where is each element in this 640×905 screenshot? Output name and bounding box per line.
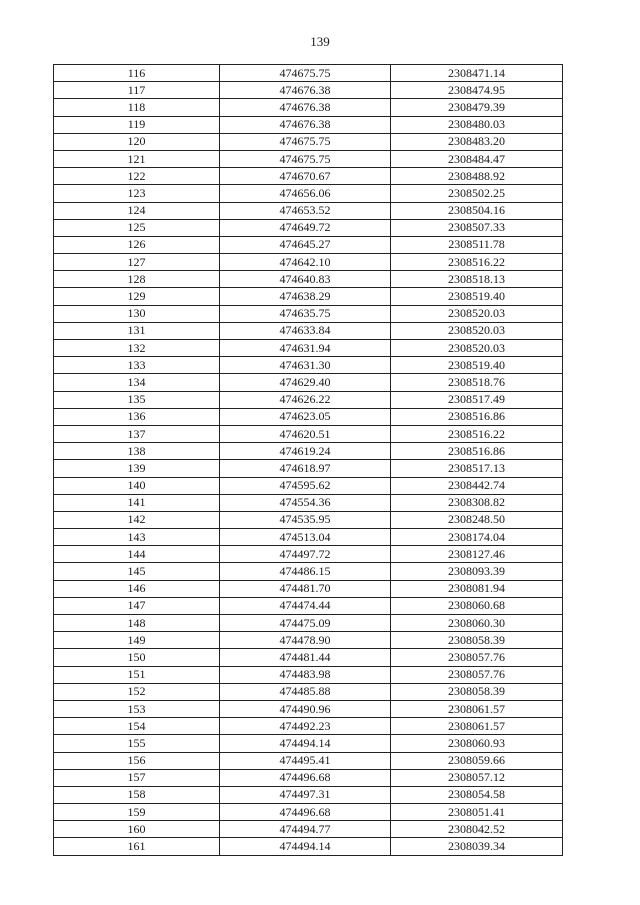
table-row [54,718,563,735]
y-coordinate-cell: 2308488.92 [391,168,563,185]
y-coordinate-cell: 2308093.39 [391,563,563,580]
table-row [54,597,563,614]
y-coordinate-cell: 2308060.30 [391,615,563,632]
table-row [54,494,563,511]
x-coordinate-cell: 474486.15 [220,563,391,580]
point-number-cell: 123 [54,185,220,202]
table-row [54,236,563,253]
x-coordinate-cell: 474675.75 [220,65,391,82]
x-coordinate-cell: 474497.72 [220,546,391,563]
x-coordinate-cell: 474670.67 [220,168,391,185]
point-number-cell: 119 [54,116,220,133]
table-row [54,838,563,855]
x-coordinate-cell: 474676.38 [220,99,391,116]
point-number-cell: 139 [54,460,220,477]
x-coordinate-cell: 474478.90 [220,632,391,649]
x-coordinate-cell: 474631.30 [220,357,391,374]
point-number-cell: 161 [54,838,220,855]
x-coordinate-cell: 474676.38 [220,116,391,133]
point-number-cell: 116 [54,65,220,82]
y-coordinate-cell: 2308504.16 [391,202,563,219]
y-coordinate-cell: 2308060.68 [391,597,563,614]
table-row [54,735,563,752]
table-row [54,133,563,150]
point-number-cell: 154 [54,718,220,735]
table-row [54,804,563,821]
x-coordinate-cell: 474513.04 [220,529,391,546]
point-number-cell: 136 [54,408,220,425]
table-row [54,752,563,769]
y-coordinate-cell: 2308058.39 [391,683,563,700]
point-number-cell: 144 [54,546,220,563]
x-coordinate-cell: 474474.44 [220,597,391,614]
x-coordinate-cell: 474629.40 [220,374,391,391]
point-number-cell: 135 [54,391,220,408]
point-number-cell: 147 [54,597,220,614]
table-row [54,700,563,717]
point-number-cell: 118 [54,99,220,116]
point-number-cell: 160 [54,821,220,838]
y-coordinate-cell: 2308060.93 [391,735,563,752]
table-row [54,185,563,202]
point-number-cell: 140 [54,477,220,494]
y-coordinate-cell: 2308039.34 [391,838,563,855]
point-number-cell: 159 [54,804,220,821]
y-coordinate-cell: 2308248.50 [391,511,563,528]
y-coordinate-cell: 2308042.52 [391,821,563,838]
table-row [54,786,563,803]
table-row [54,168,563,185]
point-number-cell: 131 [54,322,220,339]
y-coordinate-cell: 2308127.46 [391,546,563,563]
y-coordinate-cell: 2308471.14 [391,65,563,82]
table-row [54,425,563,442]
y-coordinate-cell: 2308516.22 [391,425,563,442]
x-coordinate-cell: 474631.94 [220,340,391,357]
point-number-cell: 145 [54,563,220,580]
table-row [54,288,563,305]
table-row [54,683,563,700]
y-coordinate-cell: 2308058.39 [391,632,563,649]
point-number-cell: 120 [54,133,220,150]
x-coordinate-cell: 474618.97 [220,460,391,477]
x-coordinate-cell: 474535.95 [220,511,391,528]
y-coordinate-cell: 2308516.86 [391,408,563,425]
table-row [54,254,563,271]
x-coordinate-cell: 474675.75 [220,150,391,167]
y-coordinate-cell: 2308518.13 [391,271,563,288]
table-row [54,580,563,597]
x-coordinate-cell: 474485.88 [220,683,391,700]
y-coordinate-cell: 2308059.66 [391,752,563,769]
y-coordinate-cell: 2308517.49 [391,391,563,408]
table-row [54,99,563,116]
x-coordinate-cell: 474676.38 [220,82,391,99]
point-number-cell: 153 [54,700,220,717]
point-number-cell: 129 [54,288,220,305]
y-coordinate-cell: 2308520.03 [391,322,563,339]
y-coordinate-cell: 2308511.78 [391,236,563,253]
table-row [54,374,563,391]
point-number-cell: 134 [54,374,220,391]
point-number-cell: 138 [54,443,220,460]
point-number-cell: 125 [54,219,220,236]
x-coordinate-cell: 474623.05 [220,408,391,425]
table-row [54,322,563,339]
table-row [54,546,563,563]
table-row [54,202,563,219]
table-row [54,649,563,666]
y-coordinate-cell: 2308061.57 [391,718,563,735]
y-coordinate-cell: 2308483.20 [391,133,563,150]
point-number-cell: 122 [54,168,220,185]
table-row [54,408,563,425]
y-coordinate-cell: 2308061.57 [391,700,563,717]
y-coordinate-cell: 2308174.04 [391,529,563,546]
table-row [54,219,563,236]
y-coordinate-cell: 2308480.03 [391,116,563,133]
table-row [54,666,563,683]
y-coordinate-cell: 2308517.13 [391,460,563,477]
x-coordinate-cell: 474494.77 [220,821,391,838]
point-number-cell: 133 [54,357,220,374]
point-number-cell: 124 [54,202,220,219]
y-coordinate-cell: 2308057.76 [391,649,563,666]
y-coordinate-cell: 2308518.76 [391,374,563,391]
x-coordinate-cell: 474640.83 [220,271,391,288]
x-coordinate-cell: 474653.52 [220,202,391,219]
point-number-cell: 146 [54,580,220,597]
y-coordinate-cell: 2308502.25 [391,185,563,202]
table-row [54,769,563,786]
table-row [54,615,563,632]
point-number-cell: 150 [54,649,220,666]
point-number-cell: 127 [54,254,220,271]
table-row [54,563,563,580]
table-row [54,82,563,99]
x-coordinate-cell: 474497.31 [220,786,391,803]
x-coordinate-cell: 474490.96 [220,700,391,717]
table-row [54,443,563,460]
point-number-cell: 155 [54,735,220,752]
x-coordinate-cell: 474475.09 [220,615,391,632]
x-coordinate-cell: 474481.70 [220,580,391,597]
point-number-cell: 151 [54,666,220,683]
table-row [54,632,563,649]
x-coordinate-cell: 474554.36 [220,494,391,511]
y-coordinate-cell: 2308516.22 [391,254,563,271]
x-coordinate-cell: 474481.44 [220,649,391,666]
x-coordinate-cell: 474645.27 [220,236,391,253]
point-number-cell: 143 [54,529,220,546]
y-coordinate-cell: 2308057.12 [391,769,563,786]
x-coordinate-cell: 474494.14 [220,838,391,855]
point-number-cell: 137 [54,425,220,442]
table-row [54,150,563,167]
point-number-cell: 149 [54,632,220,649]
point-number-cell: 156 [54,752,220,769]
y-coordinate-cell: 2308081.94 [391,580,563,597]
x-coordinate-cell: 474635.75 [220,305,391,322]
y-coordinate-cell: 2308516.86 [391,443,563,460]
y-coordinate-cell: 2308484.47 [391,150,563,167]
table-row [54,305,563,322]
x-coordinate-cell: 474492.23 [220,718,391,735]
point-number-cell: 157 [54,769,220,786]
y-coordinate-cell: 2308519.40 [391,288,563,305]
table-row [54,511,563,528]
point-number-cell: 158 [54,786,220,803]
y-coordinate-cell: 2308520.03 [391,305,563,322]
table-row [54,271,563,288]
coordinates-table-body [54,65,563,856]
x-coordinate-cell: 474656.06 [220,185,391,202]
table-row [54,340,563,357]
y-coordinate-cell: 2308057.76 [391,666,563,683]
point-number-cell: 130 [54,305,220,322]
x-coordinate-cell: 474495.41 [220,752,391,769]
x-coordinate-cell: 474496.68 [220,769,391,786]
point-number-cell: 126 [54,236,220,253]
x-coordinate-cell: 474620.51 [220,425,391,442]
y-coordinate-cell: 2308308.82 [391,494,563,511]
x-coordinate-cell: 474595.62 [220,477,391,494]
x-coordinate-cell: 474494.14 [220,735,391,752]
x-coordinate-cell: 474649.72 [220,219,391,236]
table-row [54,357,563,374]
table-row [54,477,563,494]
y-coordinate-cell: 2308519.40 [391,357,563,374]
x-coordinate-cell: 474675.75 [220,133,391,150]
point-number-cell: 148 [54,615,220,632]
point-number-cell: 132 [54,340,220,357]
y-coordinate-cell: 2308442.74 [391,477,563,494]
table-row [54,821,563,838]
point-number-cell: 141 [54,494,220,511]
table-row [54,116,563,133]
point-number-cell: 128 [54,271,220,288]
coordinates-table [53,64,563,856]
table-row [54,529,563,546]
y-coordinate-cell: 2308507.33 [391,219,563,236]
table-row [54,460,563,477]
table-row [54,65,563,82]
y-coordinate-cell: 2308479.39 [391,99,563,116]
table-row [54,391,563,408]
x-coordinate-cell: 474633.84 [220,322,391,339]
point-number-cell: 117 [54,82,220,99]
y-coordinate-cell: 2308054.58 [391,786,563,803]
y-coordinate-cell: 2308474.95 [391,82,563,99]
page-number: 139 [310,34,330,49]
point-number-cell: 121 [54,150,220,167]
y-coordinate-cell: 2308051.41 [391,804,563,821]
x-coordinate-cell: 474496.68 [220,804,391,821]
x-coordinate-cell: 474642.10 [220,254,391,271]
y-coordinate-cell: 2308520.03 [391,340,563,357]
point-number-cell: 152 [54,683,220,700]
point-number-cell: 142 [54,511,220,528]
x-coordinate-cell: 474619.24 [220,443,391,460]
x-coordinate-cell: 474638.29 [220,288,391,305]
x-coordinate-cell: 474626.22 [220,391,391,408]
x-coordinate-cell: 474483.98 [220,666,391,683]
